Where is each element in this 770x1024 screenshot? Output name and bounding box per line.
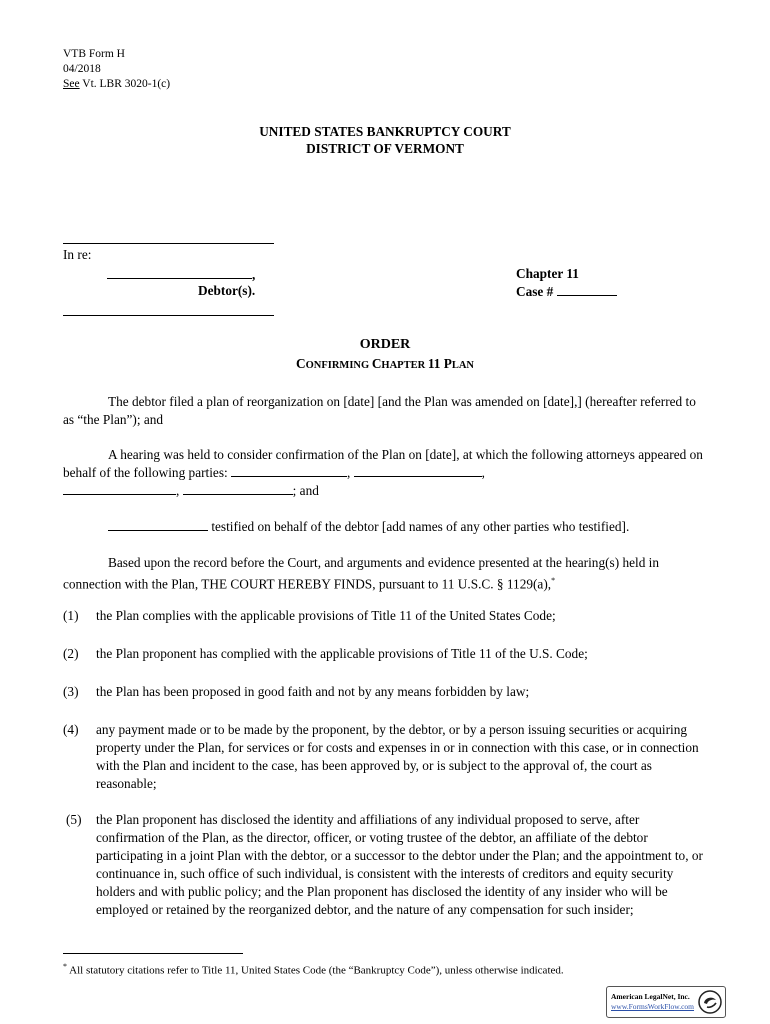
footnote-reference: * — [551, 576, 556, 585]
footnote-mark: * — [63, 962, 67, 971]
paragraph-hearing: A hearing was held to consider confirmation of the Plan on [date], at which the following attorneys appeared on behalf of the following parties: , , , ; and — [63, 447, 703, 498]
finding-number: (1) — [63, 608, 79, 623]
chapter-label: Chapter 11 — [516, 266, 579, 281]
party-blank-3[interactable] — [63, 482, 176, 495]
footnote — [63, 962, 564, 977]
publisher-url[interactable]: www.FormsWorkFlow.com — [611, 1002, 695, 1011]
court-district: DISTRICT OF VERMONT — [306, 141, 464, 156]
caption-top-rule — [63, 243, 274, 244]
order-title: ORDER — [359, 337, 411, 352]
case-number-blank[interactable] — [557, 283, 617, 296]
publisher-badge — [606, 986, 726, 1018]
form-name: VTB Form H — [63, 48, 125, 60]
finding-text: the Plan complies with the applicable provisions of Title 11 of the United States Code; — [96, 608, 556, 623]
finding-text: any payment made or to be made by the proponent, by the debtor, or by a person issuing securities or acquiring property under the Plan, for services or for costs and expenses in or in connection with this case, or in connection with the Plan and incident to the case, has been approved by, or is subject to the approval of, the court as reasonable; — [96, 722, 699, 791]
court-name: UNITED STATES BANKRUPTCY COURT — [259, 124, 511, 139]
publisher-logo-icon — [698, 990, 722, 1014]
form-date: 04/2018 — [63, 63, 101, 75]
paragraph-plan-filed: The debtor filed a plan of reorganization on [date] [and the Plan was amended on [date],] (hereafter referred to as “the Plan”); and — [63, 394, 696, 427]
paragraph-findings-intro: Based upon the record before the Court, and arguments and evidence presented at the hearing(s) held in connection with the Plan, THE COURT HEREBY FINDS, pursuant to 11 U.S.C. § 1129(a),* — [63, 555, 660, 592]
debtor-name-blank[interactable] — [107, 266, 252, 279]
case-number-line — [516, 283, 617, 300]
debtors-label: Debtor(s). — [198, 283, 256, 298]
finding-text: the Plan proponent has disclosed the identity and affiliations of any individual proposed to serve, after confirmation of the Plan, as the director, officer, or voting trustee of the debtor, an affiliate of the debtor participating in a joint Plan with the debtor, or a successor to the debtor under the Plan; and the appointment to, or continuance in, such office of such individual, is consistent with the interests of creditors and equity security holders and with public policy; and the Plan proponent has disclosed the identity of any insider who will be employed or retained by the reorganized debtor, and the nature of any compensation for such insider; — [96, 812, 703, 917]
case-number-label: Case # — [516, 284, 557, 299]
order-subtitle: CONFIRMING CHAPTER 11 PLAN — [295, 356, 474, 371]
finding-number: (3) — [63, 684, 79, 699]
debtor-comma: , — [252, 267, 256, 282]
witness-blank[interactable] — [108, 518, 208, 531]
party-blank-4[interactable] — [183, 482, 293, 495]
in-re-label: In re: — [63, 247, 92, 262]
party-blank-2[interactable] — [354, 464, 482, 477]
footnote-rule — [63, 953, 243, 954]
finding-text: the Plan proponent has complied with the applicable provisions of Title 11 of the U.S. Code; — [96, 646, 588, 661]
caption-bottom-rule — [63, 315, 274, 316]
party-blank-1[interactable] — [231, 464, 347, 477]
publisher-name: American LegalNet, Inc. — [611, 992, 690, 1001]
see-word: See — [63, 78, 80, 90]
testimony-text: testified on behalf of the debtor [add names of any other parties who testified]. — [208, 519, 630, 534]
form-reference — [63, 77, 170, 92]
paragraph-testimony — [63, 518, 708, 536]
finding-text: the Plan has been proposed in good faith and not by any means forbidden by law; — [96, 684, 530, 699]
finding-number: (2) — [63, 646, 79, 661]
footnote-text: All statutory citations refer to Title 11, United States Code (the “Bankruptcy Code”), unless otherwise indicated. — [67, 964, 564, 977]
rule-reference: Vt. LBR 3020-1(c) — [79, 78, 171, 90]
finding-number: (4) — [63, 722, 79, 737]
debtor-name-line — [107, 266, 255, 283]
finding-number: (5) — [66, 812, 82, 827]
hearing-text: A hearing was held to consider confirmation of the Plan on [date], at which the following attorneys appeared on behalf of the following parties: — [63, 447, 703, 480]
